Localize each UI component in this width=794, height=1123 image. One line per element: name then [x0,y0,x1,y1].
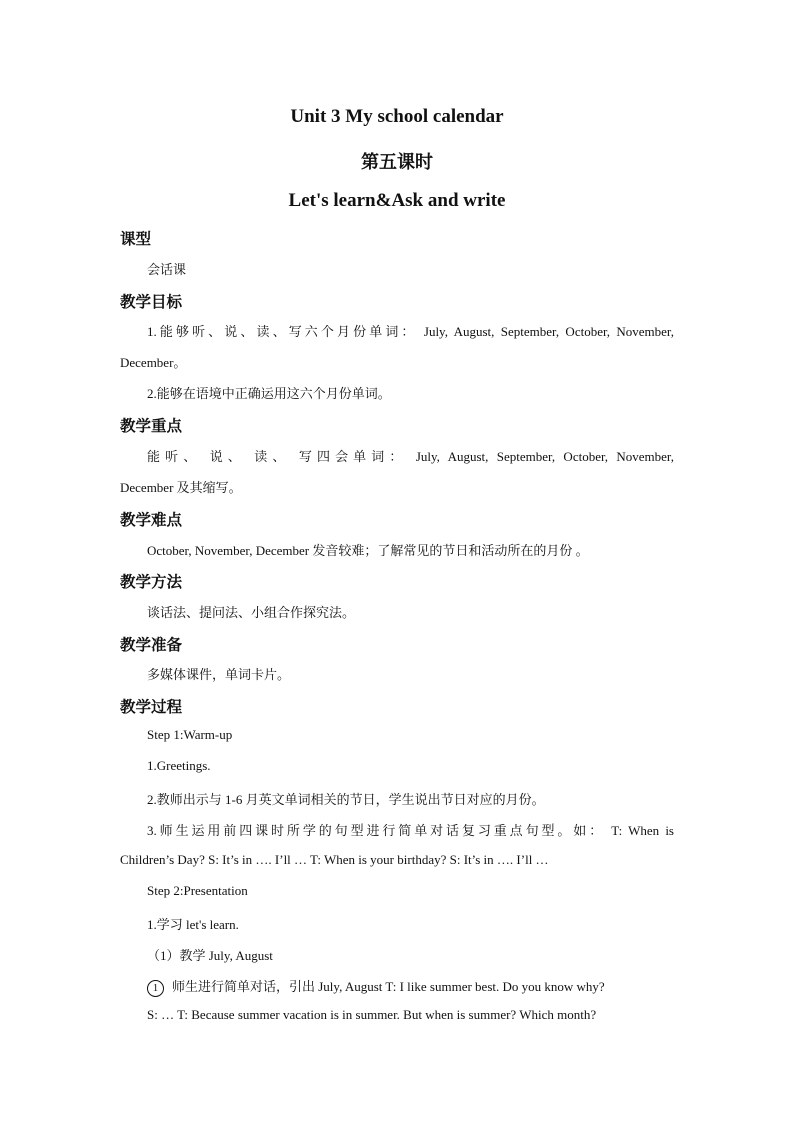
lesson-subtitle: Let's learn&Ask and write [288,190,506,211]
section-heading-key-points: 教学重点 [120,417,183,435]
process-step1: Step 1:Warm-up [147,727,233,742]
section-heading-process: 教学过程 [120,698,183,716]
section-heading-difficulties: 教学难点 [120,511,183,529]
methods-content: 谈话法、提问法、小组合作探究法。 [147,606,356,621]
process-item3-line1: 3.师生运用前四课时所学的句型进行简单对话复习重点句型。如： T: When is [147,823,674,838]
preparation-content: 多媒体课件，单词卡片。 [147,668,291,683]
process-circle-line1: 师生进行简单对话，引出 July, August T: I like summer best. Do you know why? [172,979,605,994]
section-heading-goals: 教学目标 [120,293,183,311]
document-title: Unit 3 My school calendar [290,106,504,127]
process-item2: 2.教师出示与 1-6 月英文单词相关的节日，学生说出节日对应的月份。 [147,792,545,807]
process-circle-line1-row [147,976,674,997]
process-learn1: 1.学习 let's learn. [147,917,239,932]
section-heading-methods: 教学方法 [120,573,183,591]
goals-item1-line2: December。 [120,355,187,370]
difficulties-content: October, November, December 发音较难；了解常见的节日和活动所在的月份 。 [147,543,589,558]
goals-item2: 2.能够在语境中正确运用这六个月份单词。 [147,386,391,401]
process-item3-line2: Children’s Day? S: It’s in …. I’ll … T: When is your birthday? S: It’s in …. I’ll … [120,852,549,867]
key-points-line1: 能听、 说、 读、 写四会单词： July, August, September, October, November, [147,449,674,464]
section-heading-preparation: 教学准备 [120,636,183,654]
lesson-number: 第五课时 [361,152,433,173]
process-sub1: （1）教学 July, August [147,948,273,963]
key-points-line2: December 及其缩写。 [120,480,242,495]
process-circle-line2: S: … T: Because summer vacation is in summer. But when is summer? Which month? [147,1007,597,1022]
type-content: 会话课 [147,263,187,278]
section-heading-type: 课型 [120,230,152,248]
process-step2: Step 2:Presentation [147,883,248,898]
circled-number-icon: 1 [147,980,164,997]
process-greetings: 1.Greetings. [147,758,211,773]
goals-item1-line1: 1.能够听、说、读、写六个月份单词： July, August, September, October, November, [147,324,674,339]
